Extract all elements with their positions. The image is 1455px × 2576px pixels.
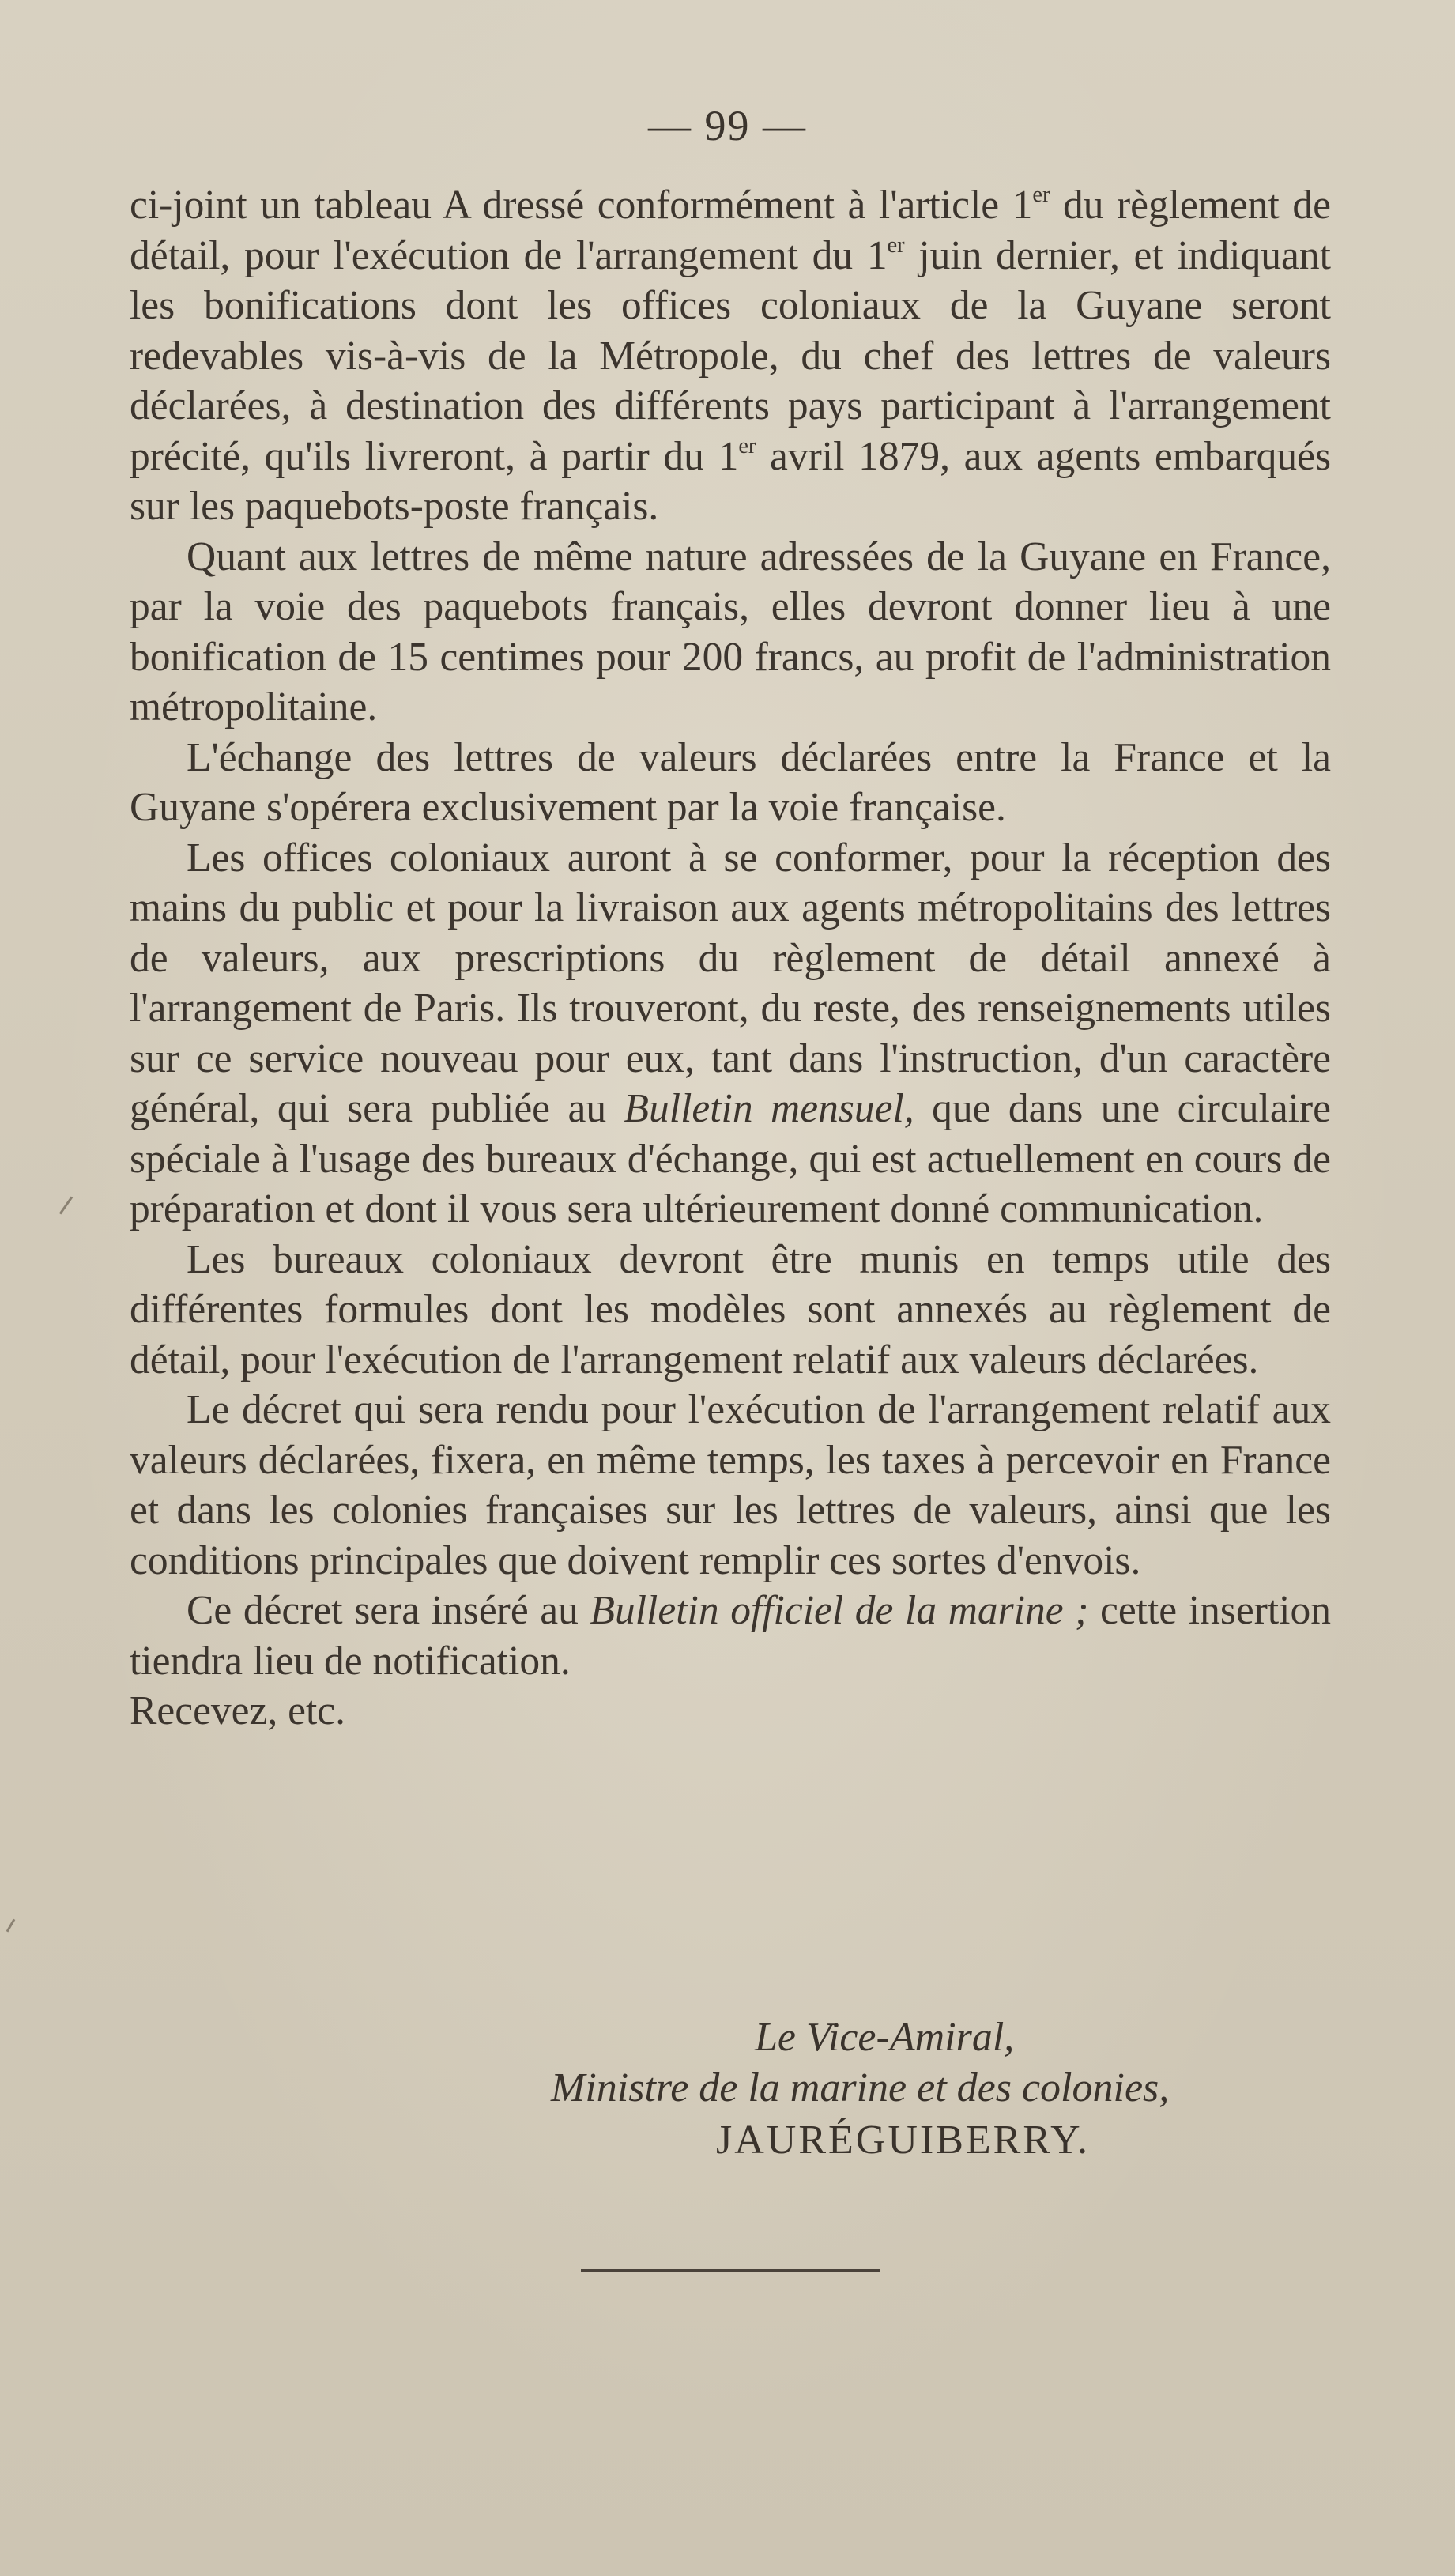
bulletin-mensuel-ref: Bulletin mensuel, [624, 1086, 914, 1131]
bulletin-officiel-ref: Bulletin officiel de la marine ; [590, 1588, 1089, 1633]
signature-title: Le Vice-Amiral, [755, 2015, 1015, 2060]
margin-mark [6, 1918, 16, 1932]
page-number: — 99 — [648, 102, 807, 149]
paragraph-4: Les offices coloniaux auront à se conformer, pour la réception des mains du public et pour la livraison aux agents métropolitains des lettres de valeurs, aux prescriptions du règlement de détail annexé à l'arrangement de Paris. Ils trouveront, du reste, des renseignements utiles sur ce service nouveau pour eux, tant dans l'instruction, d'un caractère général, qui sera publiée au Bulletin mensuel, que dans une circulaire spéciale à l'usage des bureaux d'échange, qui est actuellement en cours de préparation et dont il vous sera ultérieurement donné communication. [130, 835, 1331, 1231]
paragraph-6: Le décret qui sera rendu pour l'exécution de l'arrangement relatif aux valeurs déclarées, fixera, en même temps, les taxes à percevoir en France et dans les colonies françaises sur les lettres de valeurs, ainsi que les conditions principales que doivent remplir ces sortes d'envois. [130, 1387, 1331, 1583]
paragraph-5: Les bureaux coloniaux devront être munis en temps utile des différentes formules dont les modèles sont annexés au règlement de détail, pour l'exécution de l'arrangement relatif aux valeurs déclarées. [130, 1236, 1331, 1382]
signature-office: Ministre de la marine et des colonies, [551, 2065, 1170, 2110]
closing-rule [581, 2269, 880, 2272]
paragraph-3: L'échange des lettres de valeurs déclarées entre la France et la Guyane s'opérera exclusivement par la voie française. [130, 734, 1331, 830]
paragraph-7: Ce décret sera inséré au Bulletin officiel de la marine ; cette insertion tiendra lieu de notification. [130, 1588, 1331, 1684]
margin-mark [59, 1196, 73, 1214]
paragraph-2: Quant aux lettres de même nature adressées de la Guyane en France, par la voie des paquebots français, elles devront donner lieu à une bonification de 15 centimes pour 200 francs, au profit de l'administration métropolitaine. [130, 534, 1331, 730]
signature-name: JAURÉGUIBERRY. [716, 2118, 1091, 2163]
letter-body [130, 180, 1331, 1737]
closing-salutation: Recevez, etc. [130, 1688, 346, 1733]
paragraph-1: ci-joint un tableau A dressé conformément à l'article 1er du règlement de détail, pour l'exécution de l'arrangement du 1er juin dernier, et indiquant les bonifications dont les offices coloniaux de la Guyane seront redevables vis-à-vis de la Métropole, du chef des lettres de valeurs déclarées, à destination des différents pays participant à l'arrangement précité, qu'ils livreront, à partir du 1er avril 1879, aux agents embarqués sur les paquebots-poste français. [130, 182, 1332, 529]
